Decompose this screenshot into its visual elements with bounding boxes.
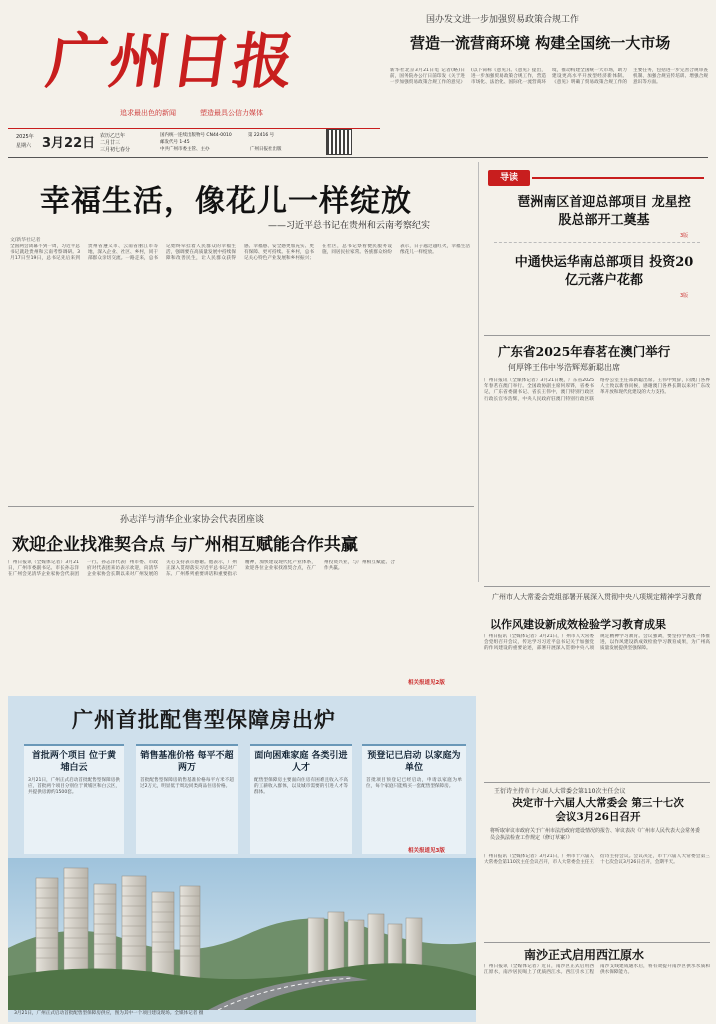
weekday: 星期六 <box>16 143 32 149</box>
qr-code-area <box>222 4 372 106</box>
post-code: 邮发代号 1-45 <box>160 140 190 145</box>
main-headline: 幸福生活，像花儿一样绽放 <box>40 184 412 219</box>
lunar-year: 农历乙巳年 <box>100 133 126 139</box>
newspaper-logo: 广州日报 <box>42 27 301 97</box>
sun-see-also[interactable]: 相关报道见2版 <box>408 680 445 686</box>
meeting-kicker: 王衍诗主持市十六届人大常委会第110次主任会议 <box>494 788 626 795</box>
water-headline: 南沙正式启用西江原水 <box>524 948 645 962</box>
housing-box-4 <box>362 744 466 854</box>
publisher-group: 广州日报社出版 <box>250 147 282 152</box>
guide-item-2-page: 3版 <box>680 293 689 299</box>
guide-item-1[interactable]: 琶洲南区首迎总部项目 龙星控股总部开工奠基 <box>517 195 691 228</box>
guide-item-1-page: 3版 <box>680 233 689 239</box>
tea-headline: 广东省2025年春茗在澳门举行 <box>498 344 671 359</box>
year: 2025年 <box>16 134 34 140</box>
tea-body: 广州日报讯（全媒体记者）3月21日晚，广东省2025年春茗在澳门举行。全国政协副主席何厚铧，省委书记，广东省委副书记、省长王伟中，澳门特别行政区行政长官岑浩辉，中央人民政府驻澳门特别行政区联络办公室主任郑新聪出席。王伟中致辞，向澳门各界人士致以新春问候，感谢澳门各界长期以来对广东改革开放和现代化建设的大力支持。 <box>484 378 710 402</box>
cn-number: 国内统一连续出版物号 CN44-0010 <box>160 133 232 138</box>
npc-headline: 以作风建设新成效检验学习教育成果 <box>490 618 666 631</box>
qr-code <box>326 129 352 155</box>
guide-rule <box>532 177 704 179</box>
top-news-kicker: 国办发文进一步加强贸易政策合规工作 <box>426 15 580 25</box>
slogan-right: 塑造最具公信力媒体 <box>200 109 263 117</box>
water-story <box>484 944 710 1022</box>
sun-kicker: 孙志洋与清华企业家协会代表团座谈 <box>120 515 265 525</box>
solar-term: 三月初七春分 <box>100 147 131 153</box>
tea-subhead: 何厚铧王伟中岑浩辉郑新聪出席 <box>508 363 620 372</box>
water-body: 广州日报讯（全媒体记者）近日，南沙区正式启用西江原水，南沙居民喝上了优质西江水。西江引水工程南沙支线建成通水后，将有效提升南沙区供水水质和供水保障能力。 <box>484 964 710 976</box>
npc-body: 广州日报讯（全媒体记者）3月21日，广州市人大常委会党组召开会议，传达学习习近平总书记关于加强党的作风建设的重要论述，部署开展深入贯彻中央八项规定精神学习教育。会议强调，要坚持学查改一体推进，以作风建设新成效检验学习教育成果，为广州高质量发展提供坚强保障。 <box>484 634 710 652</box>
box3-title: 面向困难家庭 各类引进人才 <box>254 751 348 773</box>
box3-text: 配售型保障房主要面向住房有困难且收入不高的工薪收入群体，以及城市需要的引进人才等群体。 <box>254 778 348 796</box>
sun-story <box>8 508 474 692</box>
sun-headline: 欢迎企业找准契合点 与广州相互赋能合作共赢 <box>12 535 358 555</box>
meeting-subhead: 将听取审议市政府关于广州市法治政府建设情况的报告、审议表决《广州市人民代表大会常务委员会执法检查工作规定（修订草案）》 <box>490 828 701 841</box>
housing-photo <box>8 858 476 1010</box>
meeting-body: 广州日报讯（全媒体记者）3月21日，广州市十六届人大常委会第110次主任会议召开，市人大常委会主任王衍诗主持会议。会议决定，市十六届人大常委会第三十七次会议3月26日召开，会期半天。 <box>484 854 710 866</box>
guide-item-2[interactable]: 中通快运华南总部项目 投资20亿元落户花都 <box>514 255 694 288</box>
box1-text: 3月21日，广州正式启动首批配售型保障房供应，首批两个项目分别位于黄埔区和白云区，共提供房源约1500套。 <box>28 778 120 796</box>
main-subhead: ——习近平总书记在贵州和云南考察纪实 <box>268 221 431 231</box>
housing-box-1 <box>24 744 124 854</box>
publisher: 中共广州市委主管、主办 <box>160 147 210 152</box>
guide-label: 导读 <box>488 170 530 186</box>
housing-box-2 <box>136 744 238 854</box>
housing-feature <box>8 696 476 1022</box>
top-news <box>390 6 710 152</box>
box4-title: 预登记已启动 以家庭为单位 <box>367 751 461 773</box>
npc-kicker: 广州市人大常委会党组部署开展深入贯彻中央八项规定精神学习教育 <box>492 593 702 601</box>
housing-photo-caption: 3月21日，广州正式启动首批配售型保障房供应，图为其中一个项目建设现场。全媒体记者 摄 <box>14 1011 204 1016</box>
sun-body: 广州日报讯（全媒体记者）3月21日，广州市委副书记、市长孙志洋在广州会见清华企业家协会代表团一行。孙志洋代表广州市委、市政府对代表团来访表示欢迎，向清华企业家协会长期以来对广州发展的关心支持表示感谢。他表示，广州正深入贯彻落实习近平总书记对广东、广州系列重要讲话和重要指示精神，加快建设现代化产业体系，欢迎各位企业家找准契合点，在广州投资兴业，与广州相互赋能、合作共赢。 <box>8 560 395 578</box>
top-news-body: 新华社北京3月21日电 记者(略)日前，国务院办公厅日前印发《关于进一步加强贸易政策合规工作的意见》(以下简称《意见》)。《意见》提出，进一步加强贸易政策合规工作，营造市场化、法治化、国际化一流营商环境，推动构建全国统一大市场，助力建设更高水平开放型经济新体制。《意见》明确了贸易政策合规工作的主要任务，包括进一步完善合规审查机制、加强合规宣传培训、增强合规意识等方面。 <box>390 68 708 86</box>
meeting-headline: 决定市十六届人大常委会 第三十七次会议3月26日召开 <box>512 797 684 823</box>
main-byline: 文/新华社记者 <box>10 238 41 243</box>
housing-see-also[interactable]: 相关报道见3版 <box>408 848 445 854</box>
guide-box <box>484 166 710 336</box>
housing-box-3 <box>250 744 352 854</box>
issue-number: 第 22416 号 <box>248 133 275 138</box>
lunar-day: 二月廿三 <box>100 140 121 146</box>
npc-story <box>484 590 710 780</box>
date-strip <box>8 131 380 155</box>
box2-title: 销售基准价格 每平不超两万 <box>140 751 234 773</box>
housing-headline: 广州首批配售型保障房出炉 <box>72 707 336 732</box>
box1-title: 首批两个项目 位于黄埔白云 <box>31 751 117 773</box>
main-story-body: 全国两会闭幕不到一周，习近平总书记就赴贵州和云南考察调研。3月17日至19日，总书记先后来到贵州省遵义市、云南省丽江市等地，深入企业、社区、乡村，同干部群众亲切交流。一路走来，总书记始终牵挂着人民群众的幸福生活，强调要在高质量发展中持续保障和改善民生，让人民群众获得感、幸福感、安全感更加充实、更有保障、更可持续。在乡村，总书记关心特色产业发展和乡村振兴；在社区，总书记察看便民服务设施，同居民拉家常。各族群众纷纷表示，日子越过越红火，幸福生活像花儿一样绽放。 <box>10 244 470 262</box>
box4-text: 首批项目预登记已经启动，申请以家庭为单位，每个家庭只能购买一套配售型保障房。 <box>366 778 462 790</box>
slogan-left: 追求最出色的新闻 <box>120 109 176 117</box>
tea-story <box>484 342 710 582</box>
box2-text: 首批配售型保障房销售基准价格每平方米不超过2万元，明显低于周边同类商品住房价格。 <box>140 778 234 790</box>
top-news-headline: 营造一流营商环境 构建全国统一大市场 <box>410 34 671 52</box>
issue-date: 3月22日 <box>42 136 96 151</box>
meeting-story <box>484 784 710 940</box>
